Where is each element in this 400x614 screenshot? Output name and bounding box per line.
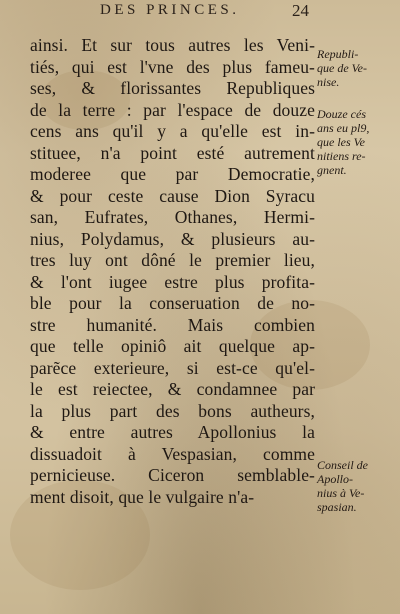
text-line: tiés, qui est l'vne des plus fameu- (30, 56, 315, 77)
margin-note-line: que de Ve- (317, 61, 367, 75)
text-line: ses, & florissantes Republiques (30, 78, 315, 98)
margin-note-line: nise. (317, 75, 340, 89)
text-line: & pour ceste cause Dion Syracu (30, 185, 315, 206)
margin-note-line: ans eu pl9, (317, 121, 370, 135)
text-line: ment disoit, que le vulgaire n'a- (30, 486, 255, 507)
text-line: le est reiectee, & condamnee par (30, 379, 315, 399)
text-line: parẽce exterieure, si est-ce qu'el- (30, 357, 315, 378)
text-line: que telle opiniô ait quelque ap- (30, 336, 315, 356)
text-line: & entre autres Apollonius la (30, 422, 315, 442)
margin-note-line: Apollo- (317, 472, 353, 486)
margin-note-line: Conseil de (317, 458, 368, 472)
text-line: tres luy ont dôné le premier lieu, (30, 250, 315, 270)
text-line: de la terre : par l'espace de douze (30, 99, 315, 120)
text-line: moderee que par Democratie, (30, 164, 315, 184)
text-line: ble pour la conseruation de no- (30, 293, 315, 313)
margin-note-line: nius à Ve- (317, 486, 365, 500)
margin-note-line: gnent. (317, 163, 347, 177)
page-number: 24 (292, 1, 309, 20)
text-line: cens ans qu'il y a qu'elle est in- (30, 121, 315, 141)
body-text (30, 35, 315, 508)
text-line: stre humanité. Mais combien (30, 314, 315, 335)
margin-note-apollonius (317, 458, 399, 514)
text-line: san, Eufrates, Othanes, Hermi- (30, 207, 315, 227)
page-header (0, 2, 400, 24)
margin-note-line: nitiens re- (317, 149, 366, 163)
text-line: la plus part des bons autheurs, (30, 400, 315, 421)
margin-note-line: Douze cés (317, 107, 366, 121)
margin-note-line: Republi- (317, 47, 359, 61)
text-line: pernicieuse. Ciceron semblable- (30, 465, 315, 485)
margin-note-line: que les Ve (317, 135, 365, 149)
margin-note-line: spasian. (317, 500, 357, 514)
running-title: DES PRINCES. (100, 2, 240, 18)
text-line: & l'ont iugee estre plus profita- (30, 271, 315, 292)
margin-note-venise (317, 47, 399, 89)
text-line: stituee, n'a point esté autrement (30, 142, 315, 163)
text-line: nius, Polydamus, & plusieurs au- (30, 228, 315, 249)
text-line: dissuadoit à Vespasian, comme (30, 443, 315, 464)
text-line: ainsi. Et sur tous autres les Veni- (30, 35, 315, 55)
margin-note-douze-cens (317, 107, 399, 177)
